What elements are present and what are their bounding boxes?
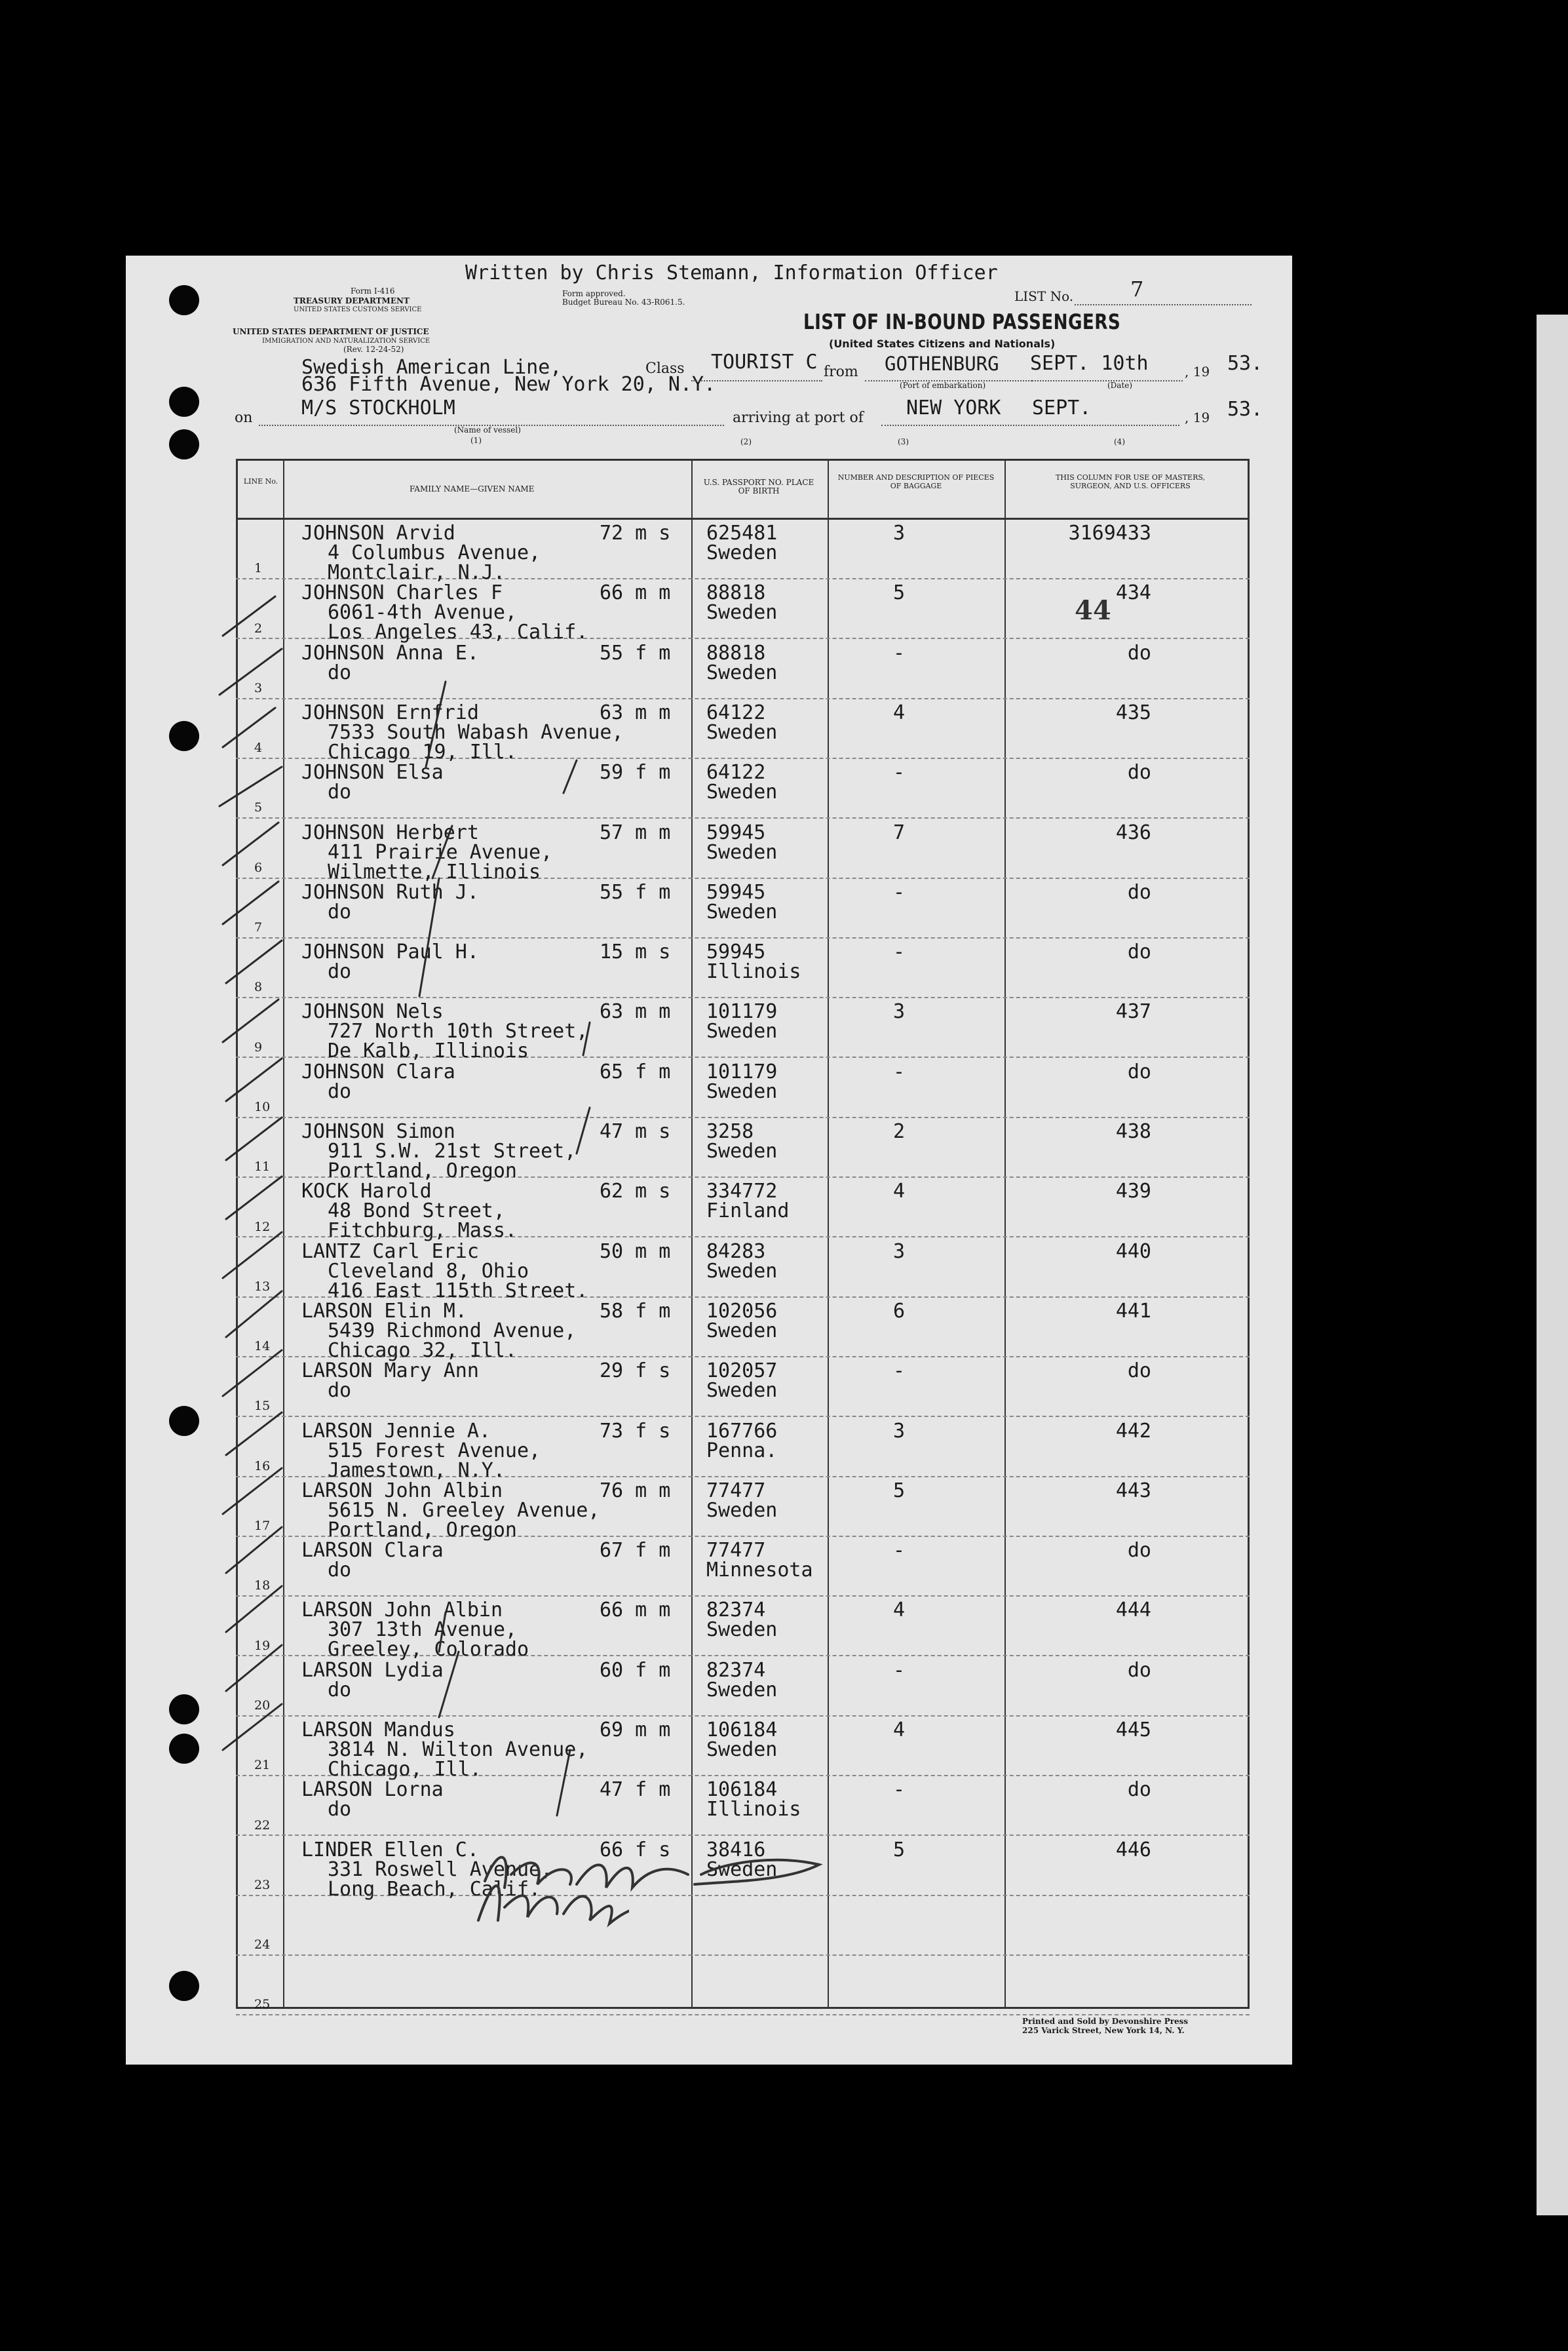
line-number: 12 — [254, 1219, 271, 1234]
passport-number: 38416 — [706, 1838, 766, 1861]
address-line-1: 411 Prairie Avenue, — [328, 840, 553, 864]
address-line-1: 911 S.W. 21st Street, — [328, 1140, 577, 1163]
officer-note: 442 — [1115, 1419, 1151, 1443]
binder-hole — [169, 387, 199, 417]
col-header-baggage: NUMBER AND DESCRIPTION OF PIECES OF BAGGAGE — [837, 473, 995, 490]
age-sex-status: 66 m m — [600, 581, 671, 605]
address-line-1: do — [328, 900, 352, 923]
officer-note: do — [1127, 761, 1151, 785]
col-num-1: (1) — [470, 436, 482, 445]
address-line-1: 5615 N. Greeley Avenue, — [328, 1498, 600, 1522]
place-of-birth: Sweden — [706, 1079, 778, 1103]
officer-note: 434 — [1115, 581, 1151, 605]
line-number: 20 — [254, 1698, 271, 1713]
passenger-name: JOHNSON Anna E. — [301, 641, 479, 665]
address-line-1: 5439 Richmond Avenue, — [328, 1319, 577, 1342]
baggage-count: 2 — [893, 1120, 906, 1143]
address-line-2: Chicago 19, Ill. — [328, 740, 517, 764]
place-of-birth: Sweden — [706, 1379, 778, 1403]
place-of-birth: Penna. — [706, 1439, 778, 1462]
col-num-2: (2) — [740, 437, 752, 446]
baggage-count: - — [893, 761, 906, 785]
place-of-birth: Finland — [706, 1199, 790, 1223]
passenger-name: JOHNSON Ernfrid — [301, 701, 479, 724]
form-number: Form I-416 — [351, 286, 395, 296]
line-number: 7 — [254, 920, 263, 935]
address-line-2: Chicago, Ill. — [328, 1758, 482, 1781]
passenger-name: LARSON Clara — [301, 1539, 444, 1563]
address-line-2: Chicago 32, Ill. — [328, 1338, 517, 1362]
address-line-1: do — [328, 781, 352, 804]
officer-note: do — [1127, 1060, 1151, 1083]
address-line-2: Greeley, Colorado — [328, 1638, 529, 1661]
address-line-1: do — [328, 1798, 352, 1821]
officer-note: 443 — [1115, 1479, 1151, 1502]
age-sex-status: 15 m s — [600, 941, 671, 964]
place-of-birth: Sweden — [706, 1259, 778, 1283]
address-line-1: do — [328, 1678, 352, 1701]
address-line-2: Montclair, N.J. — [328, 561, 505, 584]
baggage-count: - — [893, 1658, 906, 1682]
passport-number: 106184 — [706, 1719, 778, 1741]
baggage-count: 5 — [893, 581, 906, 605]
officer-note: 440 — [1115, 1239, 1151, 1263]
age-sex-status: 55 f m — [600, 641, 671, 665]
place-of-birth: Sweden — [706, 601, 778, 625]
age-sex-status: 76 m m — [600, 1479, 671, 1502]
line-number: 5 — [254, 800, 263, 815]
address-line-2: Jamestown, N.Y. — [328, 1458, 505, 1482]
place-of-birth: Illinois — [706, 1798, 801, 1821]
place-of-birth: Sweden — [706, 781, 778, 804]
address-line-1: 4 Columbus Avenue, — [328, 541, 541, 564]
age-sex-status: 65 f m — [600, 1060, 671, 1083]
line-number: 1 — [254, 561, 263, 576]
passenger-name: LARSON Mary Ann — [301, 1359, 479, 1383]
budget-bureau: Budget Bureau No. 43-R061.5. — [562, 298, 685, 307]
place-of-birth: Sweden — [706, 1319, 778, 1342]
line-number: 19 — [254, 1638, 271, 1653]
age-sex-status: 55 f m — [600, 880, 671, 904]
baggage-count: - — [893, 880, 906, 904]
form-revision: (Rev. 12-24-52) — [343, 345, 404, 354]
place-of-birth: Sweden — [706, 720, 778, 744]
passenger-name: LARSON Mandus — [301, 1719, 455, 1741]
vessel-name: M/S STOCKHOLM — [301, 397, 455, 419]
passenger-name: JOHNSON Elsa — [301, 761, 444, 785]
line-number: 10 — [254, 1099, 271, 1114]
place-of-birth: Sweden — [706, 1678, 778, 1701]
passport-number: 101179 — [706, 1000, 778, 1024]
embarkation-year: 53. — [1227, 352, 1263, 375]
line-number: 25 — [254, 1997, 271, 2012]
col-header-name: FAMILY NAME—GIVEN NAME — [410, 484, 535, 494]
officer-note: do — [1127, 641, 1151, 665]
address-line-1: 3814 N. Wilton Avenue, — [328, 1738, 588, 1761]
address-line-1: do — [328, 960, 352, 984]
address-line-1: 6061-4th Avenue, — [328, 601, 517, 625]
passenger-name: JOHNSON Nels — [301, 1000, 444, 1024]
passport-number: 77477 — [706, 1479, 766, 1502]
arrival-year-label: , 19 — [1185, 410, 1210, 425]
passenger-name: JOHNSON Paul H. — [301, 941, 479, 964]
passenger-name: JOHNSON Arvid — [301, 522, 455, 545]
officer-note: 446 — [1115, 1838, 1151, 1861]
passport-number: 64122 — [706, 761, 766, 785]
baggage-count: 5 — [893, 1838, 906, 1861]
line-number: 21 — [254, 1758, 271, 1773]
col-num-3: (3) — [898, 437, 909, 446]
baggage-count: - — [893, 1778, 906, 1802]
address-line-2: Portland, Oregon — [328, 1159, 517, 1182]
passport-number: 334772 — [706, 1180, 778, 1203]
address-line-1: Cleveland 8, Ohio — [328, 1259, 529, 1283]
form-approved: Form approved. — [562, 289, 626, 298]
passport-number: 102056 — [706, 1299, 778, 1323]
address-line-1: do — [328, 1079, 352, 1103]
passenger-name: LARSON Jennie A. — [301, 1419, 491, 1443]
baggage-count: 5 — [893, 1479, 906, 1502]
arrival-port: NEW YORK — [906, 397, 1001, 419]
passport-number: 167766 — [706, 1419, 778, 1443]
col-header-passport: U.S. PASSPORT NO. PLACE OF BIRTH — [703, 478, 814, 495]
printer-line-2: 225 Varick Street, New York 14, N. Y. — [1022, 2026, 1185, 2035]
passenger-name: JOHNSON Simon — [301, 1120, 455, 1143]
line-number: 17 — [254, 1519, 271, 1534]
printer-line-1: Printed and Sold by Devonshire Press — [1022, 2017, 1189, 2026]
binder-hole — [169, 285, 199, 315]
officer-note: do — [1127, 1778, 1151, 1802]
line-number: 23 — [254, 1877, 271, 1892]
passport-number: 82374 — [706, 1658, 766, 1682]
arriving-label: arriving at port of — [733, 410, 864, 426]
line-number: 13 — [254, 1279, 271, 1294]
baggage-count: - — [893, 1060, 906, 1083]
col-header-line-no: LINE No. — [243, 477, 278, 486]
address-line-2: De Kalb, Illinois — [328, 1039, 529, 1063]
line-number: 18 — [254, 1578, 271, 1593]
line-number: 15 — [254, 1399, 271, 1414]
line-number: 24 — [254, 1937, 271, 1953]
age-sex-status: 66 m m — [600, 1599, 671, 1622]
dept-treasury: TREASURY DEPARTMENT — [294, 296, 410, 305]
passport-number: 106184 — [706, 1778, 778, 1802]
officer-note: do — [1127, 1539, 1151, 1563]
passport-number: 625481 — [706, 522, 778, 545]
dept-immigration: IMMIGRATION AND NATURALIZATION SERVICE — [262, 338, 430, 345]
address-line-1: 48 Bond Street, — [328, 1199, 505, 1223]
line-number: 16 — [254, 1458, 271, 1473]
age-sex-status: 66 f s — [600, 1838, 671, 1861]
passport-number: 101179 — [706, 1060, 778, 1083]
form-subtitle: (United States Citizens and Nationals) — [829, 338, 1056, 350]
address-line-1: do — [328, 1379, 352, 1403]
place-of-birth: Minnesota — [706, 1559, 813, 1582]
line-number: 3 — [254, 680, 263, 695]
line-number: 8 — [254, 980, 263, 995]
class-value: TOURIST C — [711, 351, 818, 374]
handwritten-44: 44 — [1075, 595, 1111, 626]
form-title: LIST OF IN-BOUND PASSENGERS — [803, 309, 1121, 334]
baggage-count: 3 — [893, 1419, 906, 1443]
col-num-4: (4) — [1114, 437, 1125, 446]
passenger-name: LARSON John Albin — [301, 1479, 503, 1502]
binder-hole — [169, 429, 199, 459]
baggage-count: 3 — [893, 1239, 906, 1263]
next-page-edge — [1537, 315, 1568, 2215]
signature — [472, 1835, 839, 1901]
line-number: 9 — [254, 1039, 263, 1055]
officer-note: 436 — [1115, 821, 1151, 844]
officer-note: do — [1127, 1658, 1151, 1682]
place-of-birth: Sweden — [706, 1498, 778, 1522]
baggage-count: 6 — [893, 1299, 906, 1323]
passenger-name: LARSON Elin M. — [301, 1299, 467, 1323]
address-line-1: 331 Roswell Avenue, — [328, 1857, 553, 1881]
officer-note: 439 — [1115, 1180, 1151, 1203]
line-number: 22 — [254, 1817, 271, 1833]
officer-note: 444 — [1115, 1599, 1151, 1622]
place-of-birth: Sweden — [706, 1618, 778, 1642]
binder-hole — [169, 1694, 199, 1724]
age-sex-status: 63 m m — [600, 701, 671, 724]
passport-number: 88818 — [706, 581, 766, 605]
passenger-name: JOHNSON Ruth J. — [301, 880, 479, 904]
vessel-caption: (Name of vessel) — [454, 425, 521, 435]
officer-note: 438 — [1115, 1120, 1151, 1143]
age-sex-status: 63 m m — [600, 1000, 671, 1024]
passport-number: 84283 — [706, 1239, 766, 1263]
baggage-count: - — [893, 641, 906, 665]
officer-note: do — [1127, 1359, 1151, 1383]
baggage-count: 3 — [893, 1000, 906, 1024]
line-number: 4 — [254, 741, 263, 756]
arrival-year: 53. — [1227, 398, 1263, 421]
baggage-count: 4 — [893, 1180, 906, 1203]
place-of-birth: Sweden — [706, 1140, 778, 1163]
officer-note: do — [1127, 941, 1151, 964]
passport-number: 59945 — [706, 880, 766, 904]
address-line-2: Fitchburg, Mass. — [328, 1219, 517, 1243]
address-line-1: do — [328, 1559, 352, 1582]
passenger-name: JOHNSON Herbert — [301, 821, 479, 844]
passport-number: 77477 — [706, 1539, 766, 1563]
baggage-count: 4 — [893, 1719, 906, 1741]
binder-hole — [169, 721, 199, 751]
age-sex-status: 57 m m — [600, 821, 671, 844]
address-line-1: 515 Forest Avenue, — [328, 1439, 541, 1462]
officer-note: 435 — [1115, 701, 1151, 724]
writer-line: Written by Chris Stemann, Information Officer — [465, 262, 998, 284]
year-label: , 19 — [1185, 364, 1210, 379]
age-sex-status: 29 f s — [600, 1359, 671, 1383]
line-number: 2 — [254, 621, 263, 636]
list-no-label: LIST No. — [1014, 288, 1074, 304]
passport-number: 82374 — [706, 1599, 766, 1622]
baggage-count: 7 — [893, 821, 906, 844]
officer-note: 437 — [1115, 1000, 1151, 1024]
age-sex-status: 69 m m — [600, 1719, 671, 1741]
passenger-name: LARSON Lydia — [301, 1658, 444, 1682]
binder-hole — [169, 1734, 199, 1764]
agent-line-1: Swedish American Line, — [301, 356, 562, 379]
place-of-birth: Sweden — [706, 661, 778, 684]
age-sex-status: 59 f m — [600, 761, 671, 785]
address-line-1: 727 North 10th Street, — [328, 1020, 588, 1043]
line-number: 14 — [254, 1339, 271, 1354]
passenger-name: LARSON Lorna — [301, 1778, 444, 1802]
address-line-2: Wilmette, Illinois — [328, 860, 541, 884]
place-of-birth: Sweden — [706, 1020, 778, 1043]
age-sex-status: 47 m s — [600, 1120, 671, 1143]
address-line-2: Long Beach, Calif. — [328, 1877, 541, 1901]
age-sex-status: 73 f s — [600, 1419, 671, 1443]
age-sex-status: 72 m s — [600, 522, 671, 545]
address-line-1: 7533 South Wabash Avenue, — [328, 720, 624, 744]
place-of-birth: Illinois — [706, 960, 801, 984]
port-caption: (Port of embarkation) — [900, 381, 986, 390]
officer-note: 3169433 — [1068, 522, 1151, 545]
table-row — [236, 1956, 1250, 2015]
age-sex-status: 58 f m — [600, 1299, 671, 1323]
passport-number: 59945 — [706, 821, 766, 844]
age-sex-status: 62 m s — [600, 1180, 671, 1203]
address-line-2: Portland, Oregon — [328, 1518, 517, 1542]
agent-line-2: 636 Fifth Avenue, New York 20, N.Y. — [301, 373, 716, 396]
baggage-count: 4 — [893, 701, 906, 724]
list-number: 7 — [1130, 277, 1144, 301]
dept-customs: UNITED STATES CUSTOMS SERVICE — [294, 306, 422, 313]
age-sex-status: 60 f m — [600, 1658, 671, 1682]
dept-justice: UNITED STATES DEPARTMENT OF JUSTICE — [233, 327, 429, 336]
address-line-2: 416 East 115th Street. — [328, 1279, 588, 1302]
line-number: 11 — [254, 1159, 271, 1175]
officer-note: 441 — [1115, 1299, 1151, 1323]
passport-number: 102057 — [706, 1359, 778, 1383]
age-sex-status: 67 f m — [600, 1539, 671, 1563]
address-line-2: Los Angeles 43, Calif. — [328, 621, 588, 644]
address-line-1: do — [328, 661, 352, 684]
ink-strokes — [197, 498, 629, 1940]
binder-hole — [169, 1971, 199, 2001]
baggage-count: 4 — [893, 1599, 906, 1622]
passenger-name: KOCK Harold — [301, 1180, 432, 1203]
place-of-birth: Sweden — [706, 1738, 778, 1761]
place-of-birth: Sweden — [706, 840, 778, 864]
from-label: from — [824, 364, 858, 380]
age-sex-status: 50 m m — [600, 1239, 671, 1263]
place-of-birth: Sweden — [706, 900, 778, 923]
officer-note: 445 — [1115, 1719, 1151, 1741]
passenger-name: LINDER Ellen C. — [301, 1838, 479, 1861]
binder-hole — [169, 1406, 199, 1436]
embarkation-date: SEPT. 10th — [1030, 352, 1149, 375]
passenger-name: LANTZ Carl Eric — [301, 1239, 479, 1263]
passport-number: 88818 — [706, 641, 766, 665]
baggage-count: - — [893, 941, 906, 964]
place-of-birth: Sweden — [706, 1857, 778, 1881]
baggage-count: 3 — [893, 522, 906, 545]
passport-number: 59945 — [706, 941, 766, 964]
passport-number: 3258 — [706, 1120, 754, 1143]
col-header-officers: THIS COLUMN FOR USE OF MASTERS, SURGEON, AND U.S. OFFICERS — [1055, 473, 1206, 490]
arrival-date: SEPT. — [1032, 397, 1092, 419]
passenger-name: JOHNSON Clara — [301, 1060, 455, 1083]
date-caption: (Date) — [1107, 381, 1133, 390]
officer-note: do — [1127, 880, 1151, 904]
address-line-1: 307 13th Avenue, — [328, 1618, 517, 1642]
passenger-name: JOHNSON Charles F — [301, 581, 503, 605]
baggage-count: - — [893, 1359, 906, 1383]
class-label: Class — [645, 360, 685, 377]
passenger-name: LARSON John Albin — [301, 1599, 503, 1622]
baggage-count: - — [893, 1539, 906, 1563]
line-number: 6 — [254, 860, 263, 875]
passport-number: 64122 — [706, 701, 766, 724]
port-of-embarkation: GOTHENBURG — [885, 353, 999, 375]
place-of-birth: Sweden — [706, 541, 778, 564]
on-label: on — [235, 410, 253, 426]
age-sex-status: 47 f m — [600, 1778, 671, 1802]
